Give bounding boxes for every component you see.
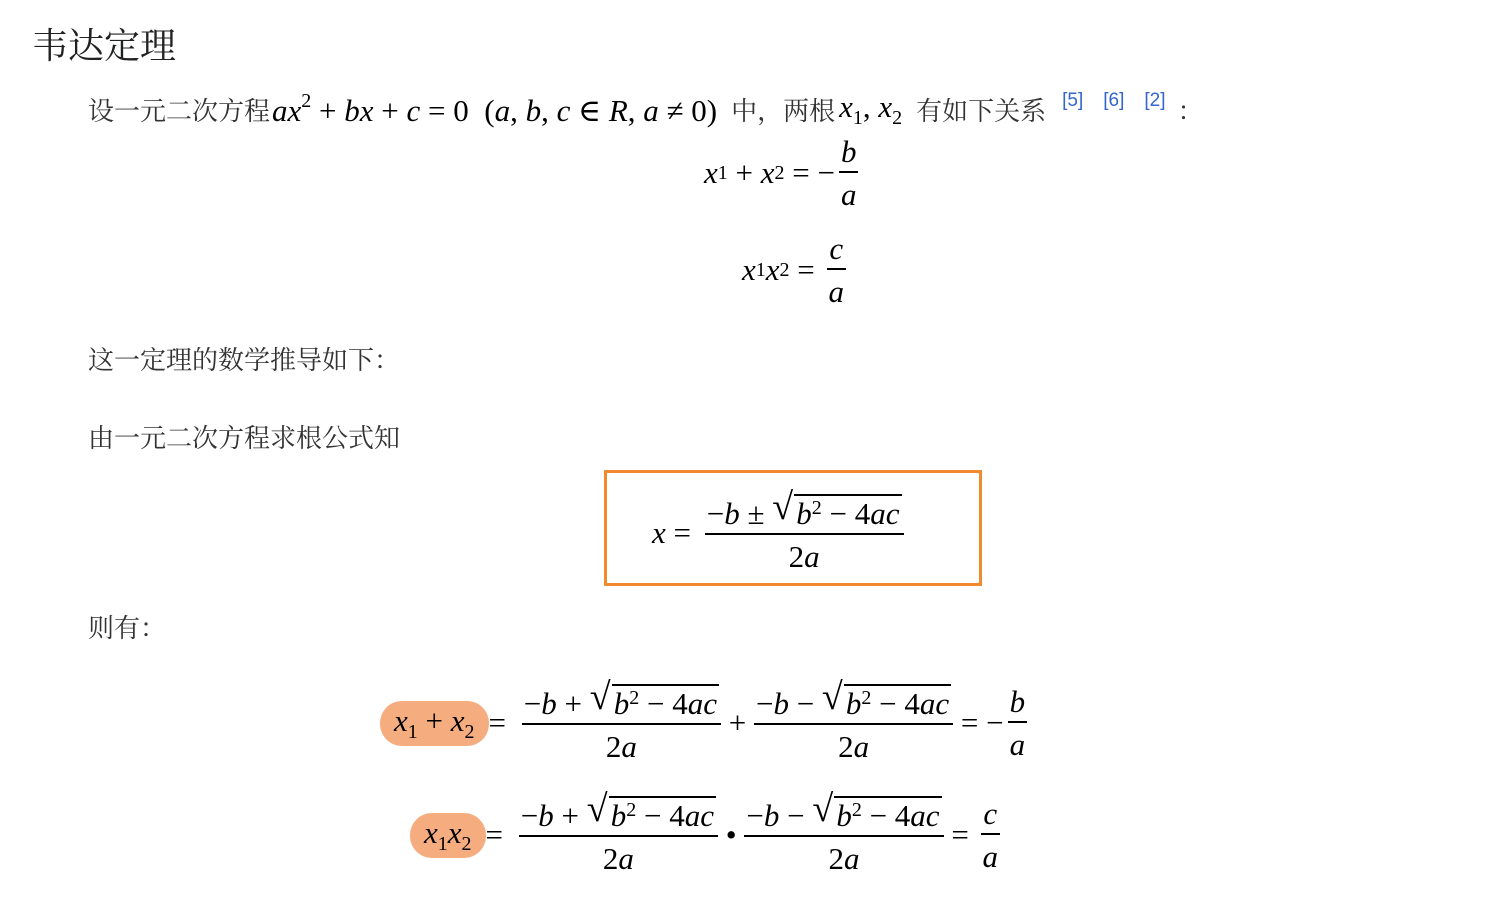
intro-text-middle: 中，两根 (731, 96, 836, 127)
intro-colon: ： (1177, 96, 1204, 127)
quadratic-formula: x = −b ± √ $b^2 - 4ac$ 2a (652, 494, 904, 572)
citation-link-2[interactable]: [2] (1144, 90, 1166, 111)
quadratic-equation-math: $ax^2$ + bx + c = 0 (a, b, c ∈ R, a ≠ 0) (272, 89, 718, 128)
citation-link-5[interactable]: [5] (1062, 90, 1084, 111)
formula-intro-text: 由一元二次方程求根公式知 (88, 424, 401, 454)
product-derivation: $x_1x_2$ = −b + √ $b^2 - 4ac$ 2a • −b − √ $b^2 - 4ac$ 2a = $\frac{c}{a}$ (410, 796, 1000, 874)
sum-derivation: $x_1 + x_2$ = −b + √ $b^2 - 4ac$ 2a + −b − √ $b^2 - 4ac$ 2a = − $\frac{b}{a}$ (380, 684, 1027, 762)
vieta-product-formula: x 1 x 2 = $\frac{c}{a}$ (742, 231, 845, 309)
then-label: 则有： (88, 614, 167, 644)
intro-text-before: 设一元二次方程 (88, 96, 271, 127)
sum-highlight: $x_1 + x_2$ (380, 701, 489, 746)
derivation-intro-text: 这一定理的数学推导如下： (88, 346, 401, 376)
product-highlight: $x_1x_2$ (410, 813, 486, 858)
intro-text-after: 有如下关系 (916, 96, 1047, 127)
page-title: 韦达定理 (32, 26, 177, 67)
citation-link-6[interactable]: [6] (1103, 90, 1125, 111)
vieta-sum-formula: x 1 + x 2 = − $\frac{b}{a}$ (704, 134, 857, 212)
roots-math: $x_1$, $x_2$ (839, 88, 903, 129)
intro-paragraph (88, 84, 1204, 134)
